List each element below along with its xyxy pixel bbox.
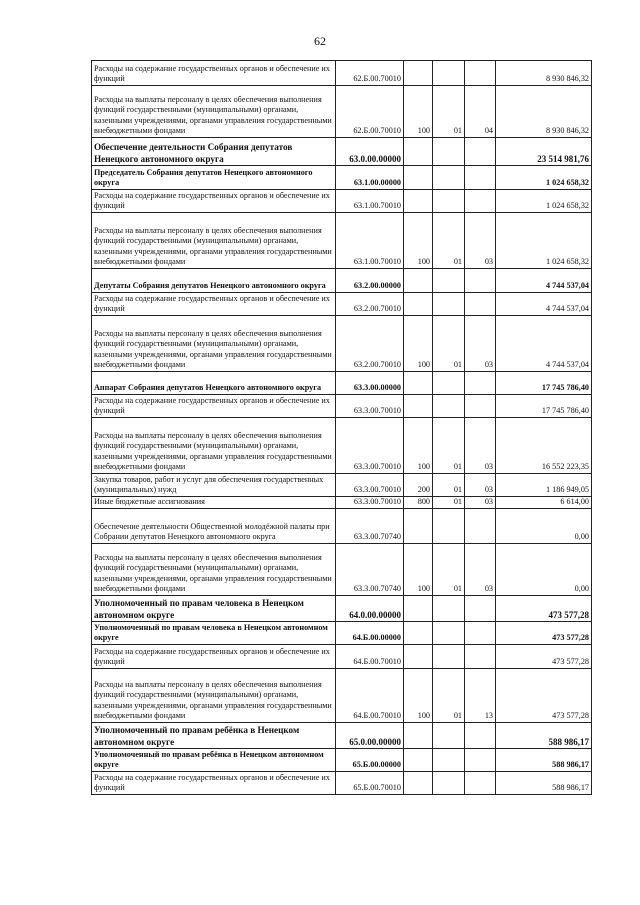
row-name: Закупка товаров, работ и услуг для обеспечения государственных (муниципальных) нужд [92, 474, 336, 497]
table-row [92, 395, 592, 418]
table-row [92, 166, 592, 190]
table-row [92, 86, 592, 138]
row-sum: 8 930 846,32 [496, 86, 592, 138]
row-pr [465, 622, 496, 645]
row-vr: 100 [404, 544, 433, 596]
row-code: 65.0.00.00000 [336, 723, 404, 749]
row-sum: 0,00 [496, 544, 592, 596]
row-rz: 01 [433, 213, 465, 269]
row-rz [433, 166, 465, 190]
row-name: Расходы на содержание государственных органов и обеспечение их функций [92, 293, 336, 316]
table-row [92, 213, 592, 269]
row-pr: 03 [465, 474, 496, 497]
row-code: 63.3.00.70740 [336, 544, 404, 596]
row-name: Расходы на содержание государственных органов и обеспечение их функций [92, 395, 336, 418]
row-vr [404, 596, 433, 622]
row-pr: 03 [465, 497, 496, 509]
table-row [92, 596, 592, 622]
row-sum: 473 577,28 [496, 669, 592, 723]
row-sum: 473 577,28 [496, 596, 592, 622]
row-rz: 01 [433, 418, 465, 474]
table-row [92, 669, 592, 723]
row-vr [404, 723, 433, 749]
table-body [92, 61, 592, 795]
row-pr: 03 [465, 316, 496, 372]
row-pr: 03 [465, 418, 496, 474]
table-row [92, 497, 592, 509]
row-name: Расходы на выплаты персоналу в целях обеспечения выполнения функций государственными (муниципальными) органами, казенными учреждениями, органами управления государственными внебюджетными фондами [92, 544, 336, 596]
row-rz [433, 269, 465, 293]
row-name: Председатель Собрания депутатов Ненецкого автономного округа [92, 166, 336, 190]
row-sum: 473 577,28 [496, 622, 592, 645]
row-rz [433, 596, 465, 622]
row-sum: 588 986,17 [496, 723, 592, 749]
row-vr [404, 190, 433, 213]
row-pr [465, 269, 496, 293]
row-rz: 01 [433, 497, 465, 509]
row-pr [465, 772, 496, 795]
row-pr [465, 749, 496, 772]
row-name: Расходы на выплаты персоналу в целях обеспечения выполнения функций государственными (муниципальными) органами, казенными учреждениями, органами управления государственными внебюджетными фондами [92, 86, 336, 138]
table-row [92, 474, 592, 497]
row-sum: 0,00 [496, 509, 592, 544]
table-row [92, 269, 592, 293]
row-code: 62.Б.00.70010 [336, 61, 404, 86]
row-name: Расходы на содержание государственных органов и обеспечение их функций [92, 645, 336, 669]
row-name: Обеспечение деятельности Собрания депутатов Ненецкого автономного округа [92, 138, 336, 166]
table-row [92, 544, 592, 596]
table-row [92, 316, 592, 372]
row-rz [433, 645, 465, 669]
row-vr [404, 61, 433, 86]
row-code: 63.1.00.70010 [336, 213, 404, 269]
row-name: Уполномоченный по правам человека в Ненецком автономном округе [92, 622, 336, 645]
row-name: Аппарат Собрания депутатов Ненецкого автономного округа [92, 372, 336, 395]
row-sum: 8 930 846,32 [496, 61, 592, 86]
table-row [92, 293, 592, 316]
row-code: 62.Б.00.70010 [336, 86, 404, 138]
row-name: Обеспечение деятельности Общественной молодёжной палаты при Собрании депутатов Ненецкого автономного округа [92, 509, 336, 544]
row-code: 63.3.00.70740 [336, 509, 404, 544]
row-vr [404, 166, 433, 190]
row-vr [404, 269, 433, 293]
row-code: 65.Б.00.70010 [336, 772, 404, 795]
row-rz: 01 [433, 316, 465, 372]
row-pr [465, 166, 496, 190]
row-sum: 4 744 537,04 [496, 293, 592, 316]
row-sum: 17 745 786,40 [496, 372, 592, 395]
row-code: 64.0.00.00000 [336, 596, 404, 622]
row-sum: 1 024 658,32 [496, 166, 592, 190]
row-code: 64.Б.00.70010 [336, 645, 404, 669]
row-code: 63.1.00.70010 [336, 190, 404, 213]
row-sum: 473 577,28 [496, 645, 592, 669]
row-name: Уполномоченный по правам человека в Ненецком автономном округе [92, 596, 336, 622]
row-sum: 1 024 658,32 [496, 190, 592, 213]
row-name: Расходы на содержание государственных органов и обеспечение их функций [92, 772, 336, 795]
row-rz [433, 190, 465, 213]
row-code: 64.Б.00.00000 [336, 622, 404, 645]
row-sum: 17 745 786,40 [496, 395, 592, 418]
row-pr: 04 [465, 86, 496, 138]
row-code: 65.Б.00.00000 [336, 749, 404, 772]
row-sum: 1 024 658,32 [496, 213, 592, 269]
row-rz [433, 772, 465, 795]
row-vr: 100 [404, 418, 433, 474]
row-vr [404, 372, 433, 395]
row-name: Расходы на выплаты персоналу в целях обеспечения выполнения функций государственными (муниципальными) органами, казенными учреждениями, органами управления государственными внебюджетными фондами [92, 418, 336, 474]
row-name: Расходы на выплаты персоналу в целях обеспечения выполнения функций государственными (муниципальными) органами, казенными учреждениями, органами управления государственными внебюджетными фондами [92, 669, 336, 723]
row-pr [465, 395, 496, 418]
row-rz: 01 [433, 544, 465, 596]
table-row [92, 61, 592, 86]
row-vr: 800 [404, 497, 433, 509]
row-pr: 03 [465, 213, 496, 269]
table-row [92, 418, 592, 474]
row-sum: 6 614,00 [496, 497, 592, 509]
row-code: 63.3.00.00000 [336, 372, 404, 395]
row-rz [433, 138, 465, 166]
row-pr [465, 723, 496, 749]
row-rz: 01 [433, 669, 465, 723]
row-rz [433, 61, 465, 86]
row-pr [465, 509, 496, 544]
row-name: Расходы на выплаты персоналу в целях обеспечения выполнения функций государственными (муниципальными) органами, казенными учреждениями, органами управления государственными внебюджетными фондами [92, 316, 336, 372]
row-rz [433, 293, 465, 316]
row-pr [465, 596, 496, 622]
row-rz [433, 509, 465, 544]
row-vr [404, 138, 433, 166]
row-code: 63.2.00.70010 [336, 316, 404, 372]
row-vr [404, 509, 433, 544]
page-number: 62 [314, 34, 326, 48]
table-row [92, 723, 592, 749]
table-row [92, 372, 592, 395]
row-rz [433, 749, 465, 772]
row-vr [404, 749, 433, 772]
budget-table [91, 60, 592, 795]
row-vr: 100 [404, 86, 433, 138]
row-name: Уполномоченный по правам ребёнка в Ненецком автономном округе [92, 749, 336, 772]
row-name: Депутаты Собрания депутатов Ненецкого автономного округа [92, 269, 336, 293]
row-pr: 03 [465, 544, 496, 596]
row-pr [465, 645, 496, 669]
table-row [92, 645, 592, 669]
row-sum: 1 186 949,05 [496, 474, 592, 497]
row-code: 63.2.00.00000 [336, 269, 404, 293]
row-vr [404, 395, 433, 418]
row-code: 63.3.00.70010 [336, 418, 404, 474]
row-code: 63.3.00.70010 [336, 474, 404, 497]
row-sum: 588 986,17 [496, 749, 592, 772]
row-vr [404, 772, 433, 795]
row-rz [433, 395, 465, 418]
row-code: 63.3.00.70010 [336, 497, 404, 509]
table-row [92, 772, 592, 795]
row-pr [465, 190, 496, 213]
row-name: Расходы на содержание государственных органов и обеспечение их функций [92, 190, 336, 213]
row-name: Уполномоченный по правам ребёнка в Ненецком автономном округе [92, 723, 336, 749]
table-row [92, 749, 592, 772]
row-vr: 100 [404, 316, 433, 372]
row-sum: 16 552 223,35 [496, 418, 592, 474]
row-pr: 13 [465, 669, 496, 723]
row-code: 63.3.00.70010 [336, 395, 404, 418]
table-row [92, 190, 592, 213]
row-name: Расходы на выплаты персоналу в целях обеспечения выполнения функций государственными (муниципальными) органами, казенными учреждениями, органами управления государственными внебюджетными фондами [92, 213, 336, 269]
row-name: Расходы на содержание государственных органов и обеспечение их функций [92, 61, 336, 86]
row-rz [433, 372, 465, 395]
row-code: 63.1.00.00000 [336, 166, 404, 190]
row-vr [404, 645, 433, 669]
row-vr [404, 622, 433, 645]
row-pr [465, 372, 496, 395]
row-vr: 100 [404, 213, 433, 269]
row-sum: 4 744 537,04 [496, 269, 592, 293]
row-rz [433, 723, 465, 749]
table-row [92, 622, 592, 645]
row-sum: 4 744 537,04 [496, 316, 592, 372]
row-vr: 100 [404, 669, 433, 723]
row-sum: 588 986,17 [496, 772, 592, 795]
row-code: 63.2.00.70010 [336, 293, 404, 316]
row-code: 63.0.00.00000 [336, 138, 404, 166]
table-row [92, 138, 592, 166]
table-row [92, 509, 592, 544]
row-pr [465, 293, 496, 316]
row-name: Иные бюджетные ассигнования [92, 497, 336, 509]
row-rz: 01 [433, 474, 465, 497]
row-rz [433, 622, 465, 645]
row-pr [465, 61, 496, 86]
row-vr [404, 293, 433, 316]
row-code: 64.Б.00.70010 [336, 669, 404, 723]
row-pr [465, 138, 496, 166]
row-sum: 23 514 981,76 [496, 138, 592, 166]
row-vr: 200 [404, 474, 433, 497]
row-rz: 01 [433, 86, 465, 138]
